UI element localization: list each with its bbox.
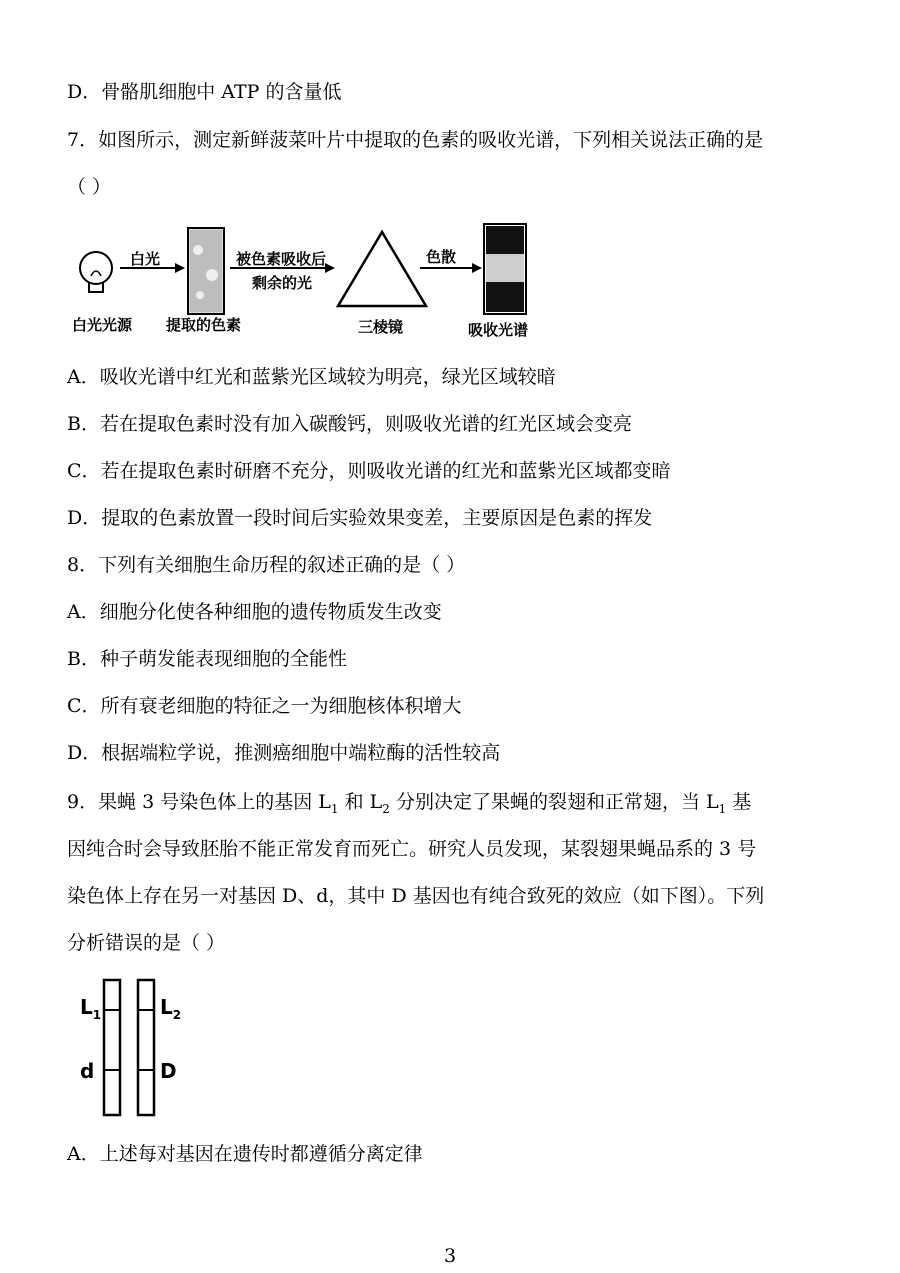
spectrum-icon: [484, 224, 526, 314]
q9-stem-line-2: 因纯合时会导致胚胎不能正常发育而死亡。研究人员发现，某裂翅果蝇品系的 3 号: [67, 838, 757, 860]
q7-stem: 7．如图所示，测定新鲜菠菜叶片中提取的色素的吸收光谱，下列相关说法正确的是: [67, 129, 764, 151]
q8-option-b: B．种子萌发能表现细胞的全能性: [67, 648, 347, 670]
chromosome-right: [138, 980, 154, 1115]
label-l2: $L_2$: [160, 995, 182, 1022]
label-absorption-spectrum: 吸收光谱: [468, 321, 529, 339]
q8-option-c: C．所有衰老细胞的特征之一为细胞核体积增大: [67, 695, 462, 717]
label-white-light: 白光: [130, 250, 161, 268]
prism-icon: [338, 232, 426, 306]
q7-option-c: C．若在提取色素时研磨不充分，则吸收光谱的红光和蓝紫光区域都变暗: [67, 460, 671, 482]
pigment-absorption-diagram: [70, 220, 570, 340]
page-number: 3: [443, 1245, 457, 1267]
label-dispersion: 色散: [426, 248, 457, 266]
q6-option-d: D．骨骼肌细胞中 ATP 的含量低: [67, 81, 342, 103]
label-extracted-pigment: 提取的色素: [166, 316, 242, 334]
q7-option-d: D．提取的色素放置一段时间后实验效果变差，主要原因是色素的挥发: [67, 507, 653, 529]
q9-stem-line-3: 染色体上存在另一对基因 D、d，其中 D 基因也有纯合致死的效应（如下图）。下列: [67, 885, 765, 907]
label-d-small: d: [80, 1059, 95, 1083]
chromosome-left: [104, 980, 120, 1115]
beaker-icon: [188, 228, 224, 314]
bulb-icon: [80, 252, 112, 292]
label-prism: 三棱镜: [358, 318, 404, 336]
label-remaining-light-2: 剩余的光: [252, 274, 313, 292]
label-d-capital: D: [160, 1059, 177, 1083]
chromosome-figure: [70, 975, 200, 1120]
q7-option-a: A．吸收光谱中红光和蓝紫光区域较为明亮，绿光区域较暗: [67, 366, 556, 388]
q7-option-b: B．若在提取色素时没有加入碳酸钙，则吸收光谱的红光区域会变亮: [67, 413, 632, 435]
q9-stem-line-4: 分析错误的是（ ）: [67, 932, 226, 954]
q8-stem: 8．下列有关细胞生命历程的叙述正确的是（ ）: [67, 554, 466, 576]
label-white-light-source: 白光光源: [72, 316, 133, 334]
q9-option-a: A．上述每对基因在遗传时都遵循分离定律: [67, 1143, 423, 1165]
q8-option-a: A．细胞分化使各种细胞的遗传物质发生改变: [67, 601, 442, 623]
label-l1: $L_1$: [80, 995, 102, 1022]
q8-option-d: D．根据端粒学说，推测癌细胞中端粒酶的活性较高: [67, 742, 501, 764]
label-remaining-light-1: 被色素吸收后: [236, 250, 327, 268]
q7-paren: （ ）: [67, 176, 112, 198]
q9-stem-line-1: 9．果蝇 3 号染色体上的基因 $L_1$ 和 $L_2$ 分别决定了果蝇的裂翅和正常翅，当 $L_1$ 基: [67, 791, 752, 816]
